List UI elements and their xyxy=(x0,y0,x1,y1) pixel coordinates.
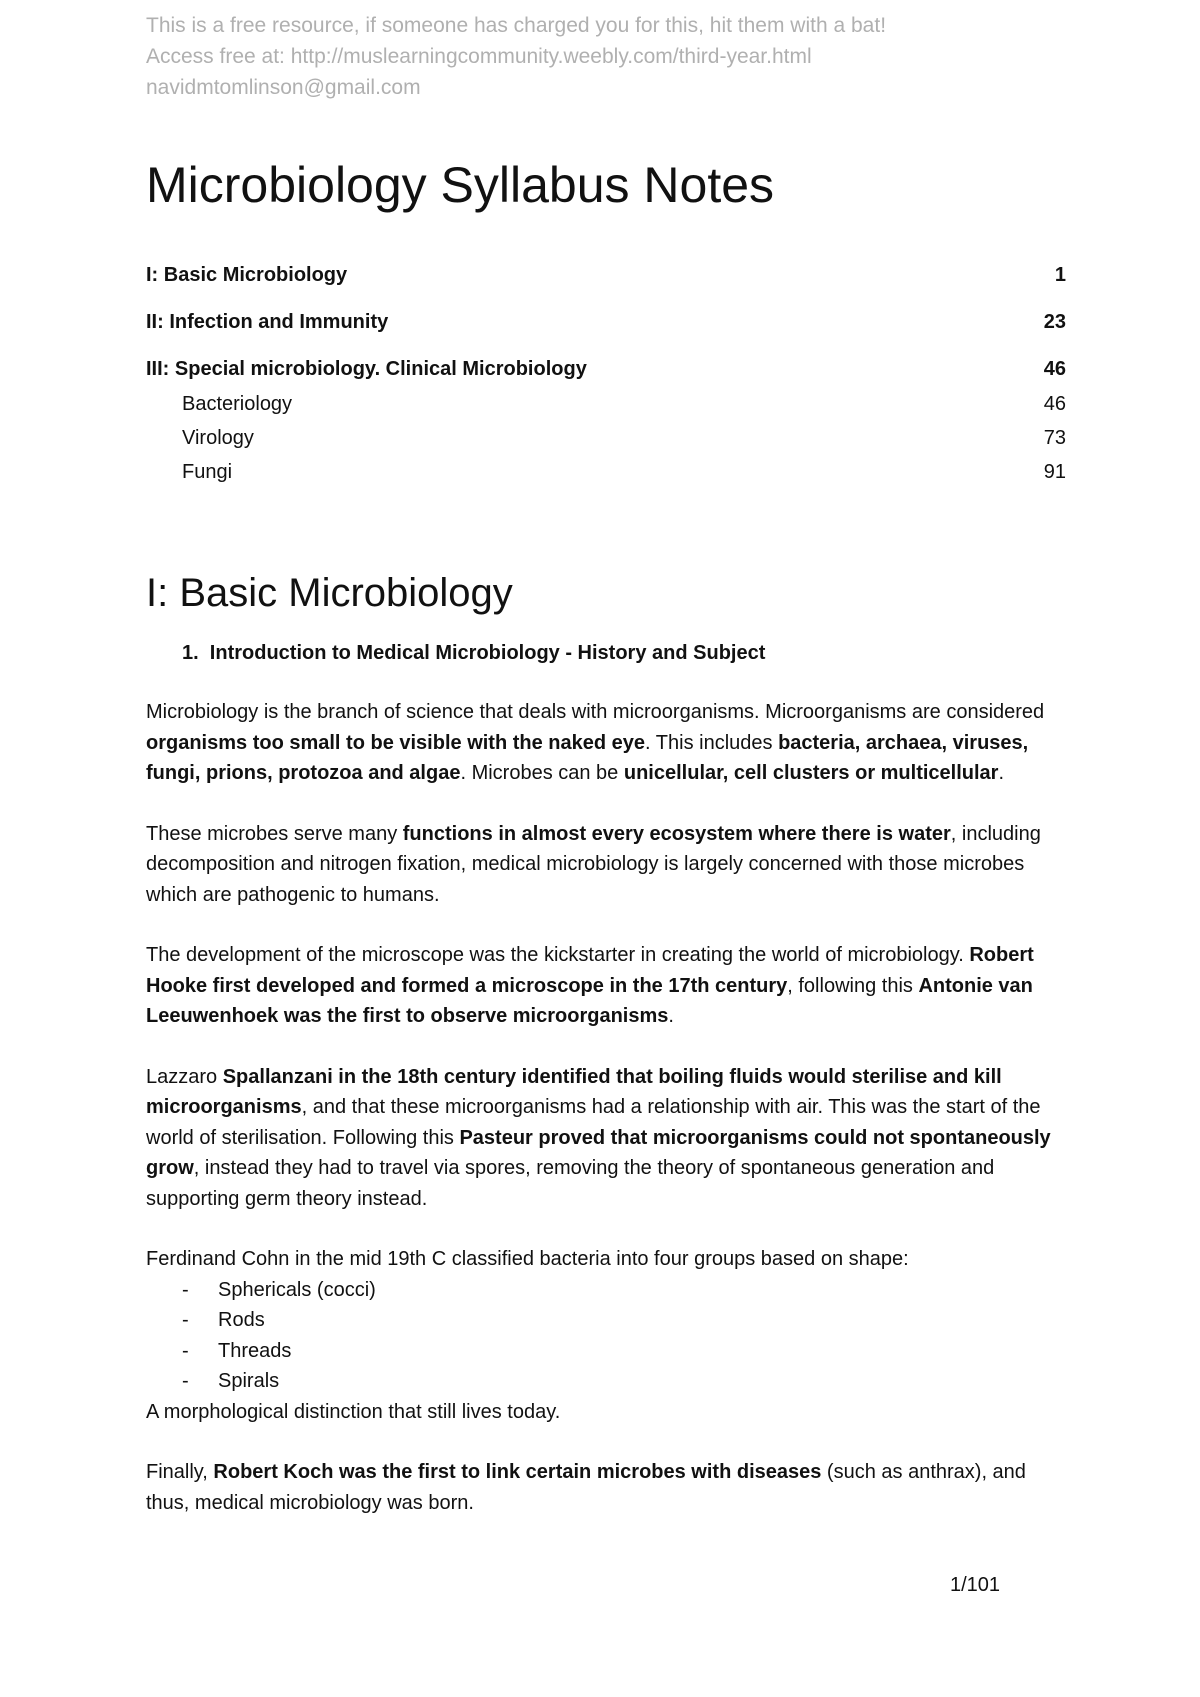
text: . xyxy=(998,762,1005,784)
toc-entry-fungi[interactable] xyxy=(146,455,1066,489)
text: Finally, xyxy=(146,1461,214,1483)
text: , and that these microorganisms had a relationship with air. This was the start of the world of sterilisation. Following this xyxy=(146,1096,1041,1149)
text: . This includes xyxy=(645,731,779,754)
list-dash: - xyxy=(182,1309,189,1331)
toc-entry-label: Bacteriology xyxy=(182,393,293,415)
toc-entry-label: II: Infection and Immunity xyxy=(146,311,389,333)
toc-entry-page: 73 xyxy=(1043,427,1066,449)
bold-text: functions in almost every ecosystem where there is water xyxy=(402,822,951,845)
paragraph-sterilisation xyxy=(146,1062,1066,1215)
list-item-text: Sphericals (cocci) xyxy=(218,1278,376,1301)
list-item xyxy=(146,1305,1066,1336)
notice-email[interactable]: navidmtomlinson@gmail.com xyxy=(146,76,421,99)
free-resource-notice xyxy=(146,10,1066,103)
toc-entry-page: 23 xyxy=(1043,311,1066,333)
toc-entry-label: Virology xyxy=(182,427,254,449)
page-number: 1/101 xyxy=(950,1574,1001,1596)
shape-list xyxy=(146,1275,1066,1397)
text: These microbes serve many xyxy=(146,822,403,845)
table-of-contents xyxy=(146,261,1066,489)
text: . Microbes can be xyxy=(460,762,624,784)
toc-entry-page: 1 xyxy=(1054,264,1066,286)
text: Microbiology is the branch of science that deals with microorganisms. Microorganisms are considered xyxy=(146,701,1045,723)
section-heading: I: Basic Microbiology xyxy=(146,571,513,615)
text: , instead they had to travel via spores, removing the theory of spontaneous generation and supporting germ theory instead. xyxy=(146,1157,995,1210)
text: , including decomposition and nitrogen fixation, medical microbiology is largely concerned with those microbes which are pathogenic to humans. xyxy=(146,822,1041,906)
text: (such as anthrax), and thus, medical microbiology was born. xyxy=(146,1461,1026,1514)
toc-entry-virology[interactable] xyxy=(146,421,1066,455)
list-item-text: Threads xyxy=(218,1339,292,1362)
text: The development of the microscope was the kickstarter in creating the world of microbiology. xyxy=(146,944,970,966)
paragraph-definition xyxy=(146,697,1066,789)
toc-entry-bacteriology[interactable] xyxy=(146,387,1066,421)
bold-text: organisms too small to be visible with the naked eye xyxy=(146,731,646,754)
toc-entry-label: III: Special microbiology. Clinical Microbiology xyxy=(146,358,587,380)
toc-entry-page: 91 xyxy=(1043,461,1066,483)
bold-text: Antonie van Leeuwenhoek was the first to observe microorganisms xyxy=(146,974,1033,1027)
page-content xyxy=(146,10,1066,1518)
list-item xyxy=(146,1366,1066,1397)
paragraph-microscope xyxy=(146,940,1066,1032)
list-dash: - xyxy=(182,1339,189,1362)
paragraph-koch xyxy=(146,1457,1066,1518)
notice-url[interactable]: Access free at: http://muslearningcommunity.weebly.com/third-year.html xyxy=(146,45,812,68)
toc-entry-label: I: Basic Microbiology xyxy=(146,264,348,286)
subsection-heading: 1. Introduction to Medical Microbiology - History and Subject xyxy=(182,642,766,664)
bold-text: Robert Koch was the first to link certain microbes with diseases xyxy=(213,1461,822,1483)
bold-text: unicellular, cell clusters or multicellular xyxy=(623,762,999,784)
list-dash: - xyxy=(182,1278,189,1301)
text: Lazzaro xyxy=(146,1065,223,1088)
text: , following this xyxy=(787,974,919,997)
toc-entry-page: 46 xyxy=(1043,393,1066,415)
list-item xyxy=(146,1336,1066,1367)
paragraph-functions xyxy=(146,819,1066,911)
paragraph-cohn-intro: Ferdinand Cohn in the mid 19th C classified bacteria into four groups based on shape: xyxy=(146,1248,909,1270)
notice-line-1: This is a free resource, if someone has charged you for this, hit them with a bat! xyxy=(146,14,887,37)
list-item-text: Spirals xyxy=(218,1370,280,1392)
list-dash: - xyxy=(182,1370,189,1392)
bold-text: Pasteur proved that microorganisms could not spontaneously grow xyxy=(146,1126,1051,1179)
document-title: Microbiology Syllabus Notes xyxy=(146,157,775,213)
paragraph-cohn-outro: A morphological distinction that still lives today. xyxy=(146,1400,561,1423)
toc-entry-infection-immunity[interactable] xyxy=(146,308,1066,336)
toc-entry-special-microbiology[interactable] xyxy=(146,355,1066,383)
bold-text: Spallanzani in the 18th century identified that boiling fluids would sterilise and kill microorganisms xyxy=(146,1065,1002,1118)
list-item-text: Rods xyxy=(218,1309,265,1331)
toc-entry-label: Fungi xyxy=(182,461,233,483)
toc-entry-basic-microbiology[interactable] xyxy=(146,261,1066,289)
text: . xyxy=(668,1005,674,1027)
bold-text: bacteria, archaea, viruses, fungi, prions, protozoa and algae xyxy=(146,731,1029,784)
bold-text: Robert Hooke first developed and formed a microscope in the 17th century xyxy=(146,944,1034,997)
list-item xyxy=(146,1275,1066,1306)
toc-entry-page: 46 xyxy=(1043,358,1066,380)
